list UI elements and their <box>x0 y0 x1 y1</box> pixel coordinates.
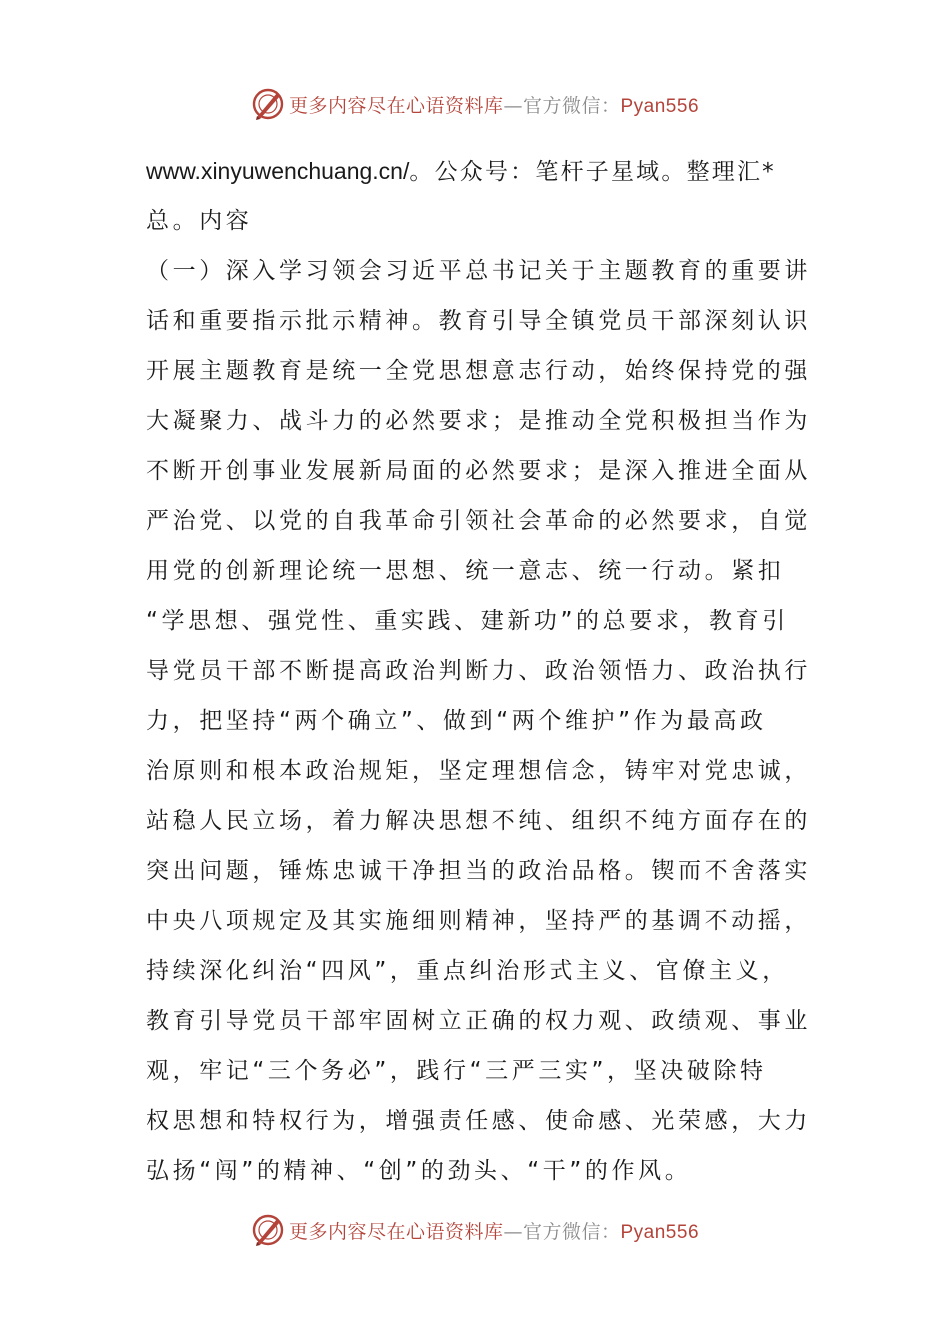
footer-watermark-banner <box>0 1210 950 1250</box>
header-watermark-banner <box>0 84 950 124</box>
paragraph-line: 开展主题教育是统一全党思想意志行动，始终保持党的强 <box>146 358 811 384</box>
paragraph-line: 严治党、以党的自我革命引领社会革命的必然要求，自觉 <box>146 508 811 534</box>
paragraph-line: 治原则和根本政治规矩，坚定理想信念，铸牢对党忠诚， <box>146 758 811 784</box>
paragraph-line: 持续深化纠治“四风”，重点纠治形式主义、官僚主义， <box>146 958 789 984</box>
paragraph-line: 弘扬“闯”的精神、“创”的劲头、“干”的作风。 <box>146 1158 692 1184</box>
paragraph-line: 突出问题，锤炼忠诚干净担当的政治品格。锲而不舍落实 <box>146 858 811 884</box>
paragraph-line: 力，把坚持“两个确立”、做到“两个维护”作为最高政 <box>146 708 767 734</box>
paragraph-line: 观，牢记“三个务必”，践行“三严三实”，坚决破除特 <box>146 1058 767 1084</box>
paragraph-line: 站稳人民立场，着力解决思想不纯、组织不纯方面存在的 <box>146 808 811 834</box>
document-body <box>146 146 816 1196</box>
watermark-text: 更多内容尽在心语资料库—官方微信：Pyan556 <box>288 94 700 117</box>
paragraph-line: 权思想和特权行为，增强责任感、使命感、光荣感，大力 <box>146 1108 811 1134</box>
paragraph-line: 不断开创事业发展新局面的必然要求；是深入推进全面从 <box>146 458 811 484</box>
website-url: www.xinyuwenchuang.cn/ <box>146 158 410 184</box>
paragraph-line: “学思想、强党性、重实践、建新功”的总要求，教育引 <box>146 608 789 634</box>
intro-line <box>146 146 816 196</box>
intro-text: 。公众号：笔杆子星域。整理汇* <box>409 159 776 185</box>
paragraph-line: 大凝聚力、战斗力的必然要求；是推动全党积极担当作为 <box>146 408 811 434</box>
paragraph-line: 导党员干部不断提高政治判断力、政治领悟力、政治执行 <box>146 658 811 684</box>
paragraph-line: 教育引导党员干部牢固树立正确的权力观、政绩观、事业 <box>146 1008 811 1034</box>
pen-seal-logo-icon <box>251 1213 285 1247</box>
pen-seal-logo-icon <box>251 87 285 121</box>
paragraph-line: 用党的创新理论统一思想、统一意志、统一行动。紧扣 <box>146 558 785 584</box>
paragraph-line: 中央八项规定及其实施细则精神，坚持严的基调不动摇， <box>146 908 811 934</box>
intro-line-2: 总。内容 <box>146 208 253 234</box>
paragraph-line: 话和重要指示批示精神。教育引导全镇党员干部深刻认识 <box>146 308 811 334</box>
paragraph-line: （一）深入学习领会习近平总书记关于主题教育的重要讲 <box>146 258 811 284</box>
watermark-text: 更多内容尽在心语资料库—官方微信：Pyan556 <box>288 1220 700 1243</box>
